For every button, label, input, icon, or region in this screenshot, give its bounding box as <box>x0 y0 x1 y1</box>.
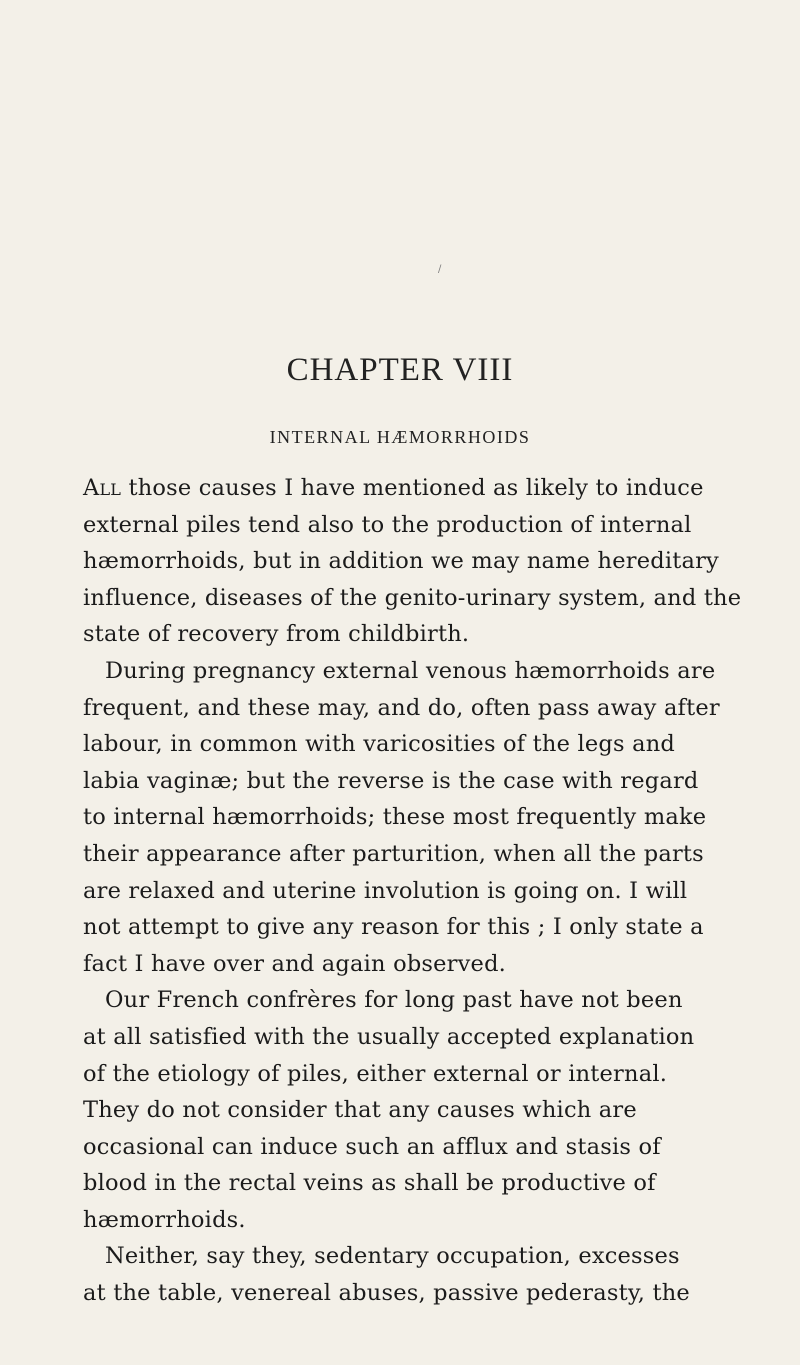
text-line: to internal hæmorrhoids; these most frequently make <box>83 804 707 831</box>
chapter-body <box>83 470 742 1312</box>
text-line: fact I have over and again observed. <box>83 950 507 977</box>
text-line: blood in the rectal veins as shall be productive of <box>83 1170 656 1197</box>
text-line: external piles tend also to the production of internal <box>83 511 692 538</box>
drop-word: All <box>83 475 122 501</box>
chapter-subtitle: INTERNAL HÆMORRHOIDS <box>269 427 531 447</box>
text-line: at the table, venereal abuses, passive pederasty, the <box>83 1280 690 1307</box>
text-line: hæmorrhoids. <box>83 1206 246 1233</box>
text-line: at all satisfied with the usually accepted explanation <box>83 1023 695 1050</box>
text-line: occasional can induce such an afflux and stasis of <box>83 1133 661 1160</box>
paragraph-start: Our French confrères for long past have not been <box>105 987 683 1014</box>
text-line: All those causes I have mentioned as likely to induce <box>83 475 704 501</box>
text-line: not attempt to give any reason for this ; I only state a <box>83 914 704 941</box>
text-line: influence, diseases of the genito-urinary system, and the <box>83 584 742 611</box>
paragraph-start: Neither, say they, sedentary occupation, excesses <box>105 1243 680 1270</box>
chapter-title: CHAPTER VIII <box>286 352 514 388</box>
text-line: They do not consider that any causes which are <box>83 1097 637 1124</box>
paragraph-start: During pregnancy external venous hæmorrhoids are <box>105 657 716 684</box>
text-line: are relaxed and uterine involution is going on. I will <box>83 877 688 904</box>
text-line: of the etiology of piles, either external or internal. <box>83 1060 668 1087</box>
text-line: state of recovery from childbirth. <box>83 621 470 648</box>
text-line: hæmorrhoids, but in addition we may name hereditary <box>83 548 719 575</box>
page-speck: / <box>438 264 442 275</box>
text-line: labour, in common with varicosities of the legs and <box>83 731 675 758</box>
text-line: their appearance after parturition, when all the parts <box>83 840 704 867</box>
text-line: labia vaginæ; but the reverse is the case with regard <box>83 767 699 794</box>
text-line: frequent, and these may, and do, often pass away after <box>83 694 720 721</box>
